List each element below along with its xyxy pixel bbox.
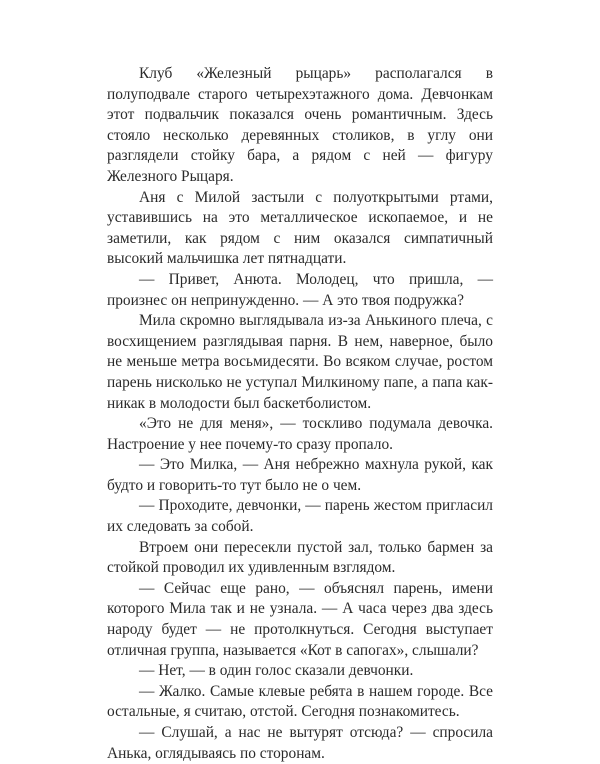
paragraph-still-early: — Сейчас еще рано, — объяснял парень, имени которого Мила так и не узнала. — А часа через два здесь народу будет — не протолкнуться. Сегодня выступает отличная группа, называется «Кот в сапогах», слышали? bbox=[107, 579, 493, 659]
paragraph-greeting: — Привет, Анюта. Молодец, что пришла, — произнес он непринужденно. — А это твоя подружка? bbox=[107, 270, 493, 309]
paragraph-come-in: — Проходите, девчонки, — парень жестом пригласил их следовать за собой. bbox=[107, 497, 493, 536]
paragraph-club-description: Клуб «Железный рыцарь» располагался в полуподвале старого четырехэтажного дома. Девчонкам этот подвальчик показался очень романтичным. Здесь стояло несколько деревянных столиков, в углу они разглядели стойку бара, а рядом с ней — фигуру Железного Рыцаря. bbox=[107, 65, 493, 185]
paragraph-not-for-me: «Это не для меня», — тоскливо подумала девочка. Настроение у нее почему-то сразу пропало. bbox=[107, 415, 493, 453]
paragraph-no: — Нет, — в один голос сказали девчонки. bbox=[139, 662, 414, 680]
body-text bbox=[107, 64, 493, 764]
paragraph-this-is-milka: — Это Милка, — Аня небрежно махнула рукой, как будто и говорить-то тут было не о чем. bbox=[107, 456, 493, 494]
paragraph-girls-frozen: Аня с Милой застыли с полуоткрытыми ртами, уставившись на это металлическое ископаемое, и не заметили, как рядом с ним оказался симпатичный высокий мальчишка лет пятнадцати. bbox=[107, 188, 493, 268]
paragraph-kicked-out: — Слушай, а нас не вытурят отсюда? — спросила Анька, оглядываясь по сторонам. bbox=[107, 724, 493, 762]
paragraph-mila-looking: Мила скромно выглядывала из-за Анькиного плеча, с восхищением разглядывая парня. В нем, наверное, было не меньше метра восьмидесяти. Во всяком случае, ростом парень нисколько не уступал Милкиному папе, а папа как-никак в молодости был баскетболистом. bbox=[107, 312, 493, 412]
paragraph-crossed-hall: Втроем они пересекли пустой зал, только бармен за стойкой проводил их удивленным взглядом. bbox=[107, 538, 493, 577]
paragraph-pity: — Жалко. Самые клевые ребята в нашем городе. Все остальные, я считаю, отстой. Сегодня познакомитесь. bbox=[107, 682, 493, 721]
